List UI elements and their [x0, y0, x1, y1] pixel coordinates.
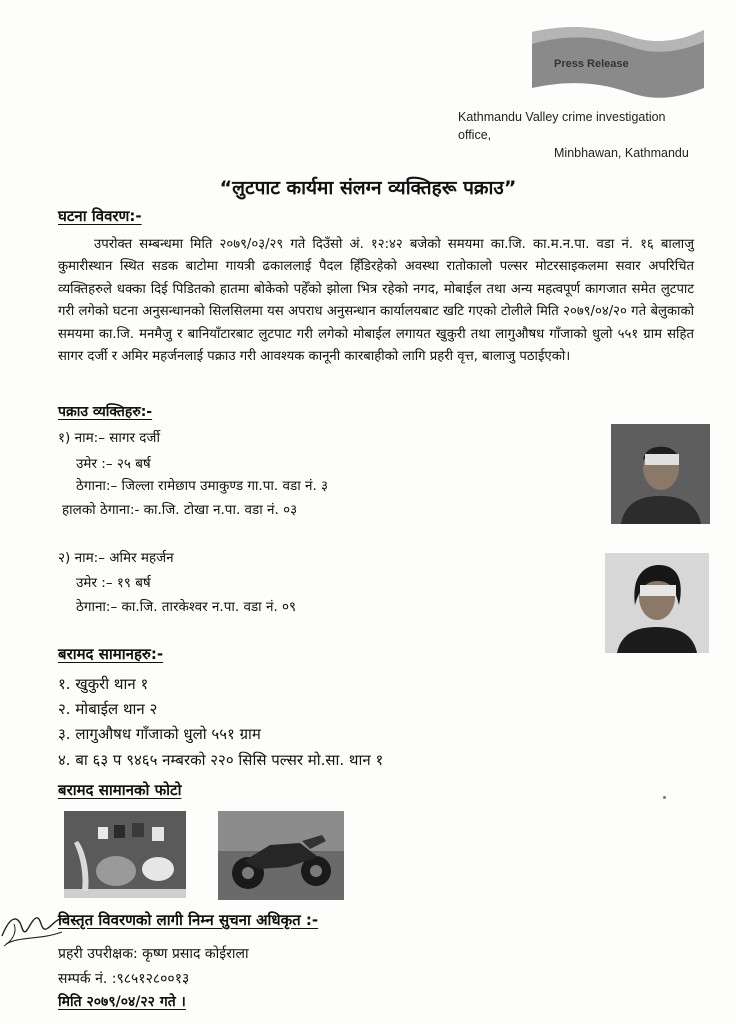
recovered-item-1: १. खुकुरी थान १ — [58, 675, 149, 693]
incident-heading: घटना विवरण:- — [58, 207, 142, 225]
person-1-name: १) नाम:– सागर दर्जी — [58, 430, 160, 446]
document-date: मिति २०७९/०४/२२ गते । — [58, 994, 186, 1010]
scan-speck — [663, 796, 666, 799]
press-release-label: Press Release — [554, 58, 629, 70]
incident-body: उपरोक्त सम्बन्धमा मिति २०७९/०३/२९ गते दिउँसो अं. १२:४२ बजेको समयमा का.जि. का.म.न.पा. वडा नं. १६ बालाजु कुमारीस्थान स्थित सडक बाटोमा गायत्री ढकाललाई पैदल हिँडिरहेको अवस्था रातोकालो पल्सर मोटरसाइकलमा सवार अपरिचित व्यक्तिहरुले धक्का दिई पिडितको हातमा बोकेको पहेँको झोला भित्र रहेको नगद, मोबाईल तथा अन्य महत्वपूर्ण कागजात समेत लुटपाट गरी लगेको घटना अनुसन्धानको सिलसिलमा यस अपराध अनुसन्धान कार्यालयबाट खटि गएको टोलीले मिति २०७९/०४/२० गते बेलुकाको समयमा का.जि. मनमैजु र बानियाँटारबाट लुटपाट गरी लगेको मोबाईल लगायत खुकुरी तथा लागुऔषध गाँजाको धुलो ५५१ ग्राम सहित सागर दर्जी र अमिर महर्जनलाई पक्राउ गरी आवश्यक कानूनी कारबाहीको लागि प्रहरी वृत्त, बालाजु पठाईएको। — [58, 237, 694, 365]
person-2-photo — [605, 553, 709, 653]
recovered-item-2: २. मोबाईल थान २ — [58, 700, 158, 718]
person-1-address: ठेगाना:– जिल्ला रामेछाप उमाकुण्ड गा.पा. वडा नं. ३ — [76, 478, 329, 494]
evidence-photos-heading: बरामद सामानको फोटो — [58, 781, 182, 799]
office-line-1: Kathmandu Valley crime investigation office, — [458, 110, 666, 142]
person-2-address: ठेगाना:– का.जि. तारकेश्वर न.पा. वडा नं. ०९ — [76, 599, 297, 615]
evidence-items-photo — [64, 811, 186, 898]
person-1-photo — [611, 424, 710, 524]
contact-heading: विस्तृत विवरणको लागी निम्न सुचना अधिकृत :- — [58, 911, 319, 929]
recovered-heading: बरामद सामानहरु:- — [58, 645, 164, 663]
document-title: “लुटपाट कार्यमा संलग्न व्यक्तिहरू पक्राउ” — [219, 177, 517, 199]
arrested-heading: पक्राउ व्यक्तिहरु:- — [58, 404, 153, 420]
person-1-age: उमेर :– २५ बर्ष — [76, 456, 151, 472]
person-2-age: उमेर :– १९ बर्ष — [76, 575, 151, 591]
motorcycle-photo — [218, 811, 344, 900]
person-1-current-address: हालको ठेगाना:- का.जि. टोखा न.पा. वडा नं. ०३ — [62, 502, 298, 518]
recovered-item-4: ४. बा ६३ प ९४६५ नम्बरको २२० सिसि पल्सर मो.सा. थान १ — [58, 751, 384, 769]
office-line-2: Minbhawan, Kathmandu — [554, 146, 689, 160]
recovered-item-3: ३. लागुऔषध गाँजाको धुलो ५५१ ग्राम — [58, 725, 261, 743]
office-address — [458, 108, 698, 162]
person-2-name: २) नाम:– अमिर महर्जन — [58, 550, 174, 566]
contact-phone: सम्पर्क नं. :९८५१२८००१३ — [58, 971, 190, 987]
contact-officer: प्रहरी उपरीक्षक: कृष्ण प्रसाद कोईराला — [58, 946, 249, 962]
